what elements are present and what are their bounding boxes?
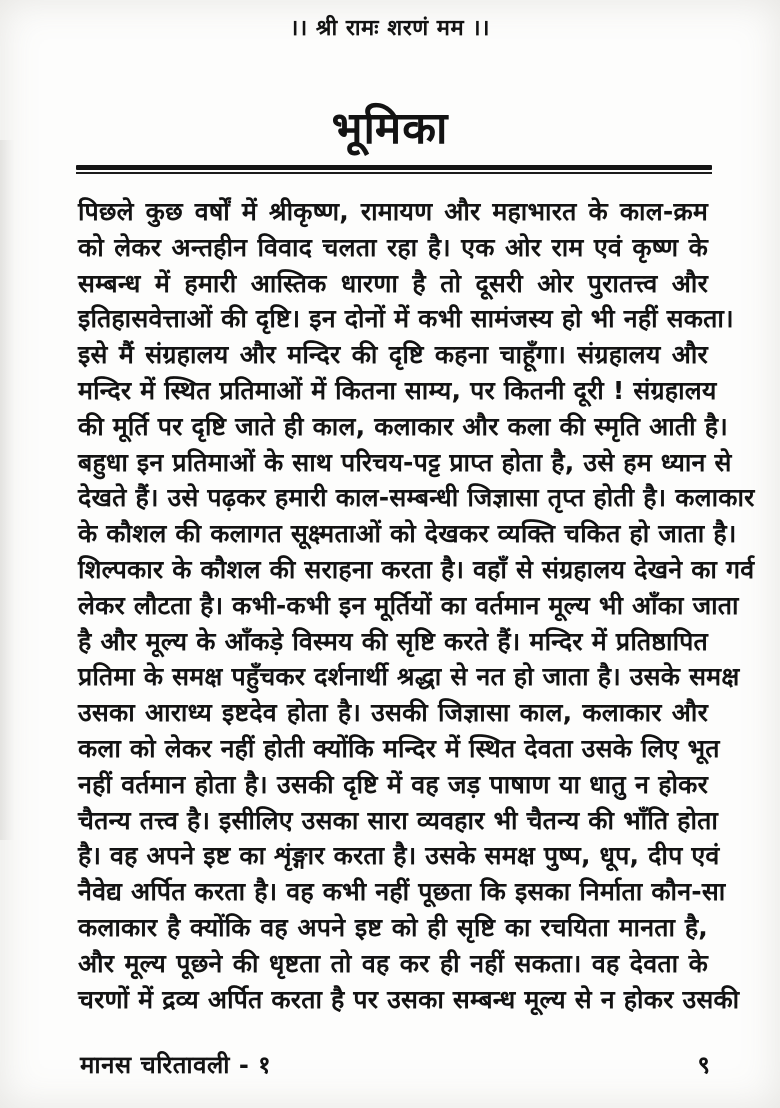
body-text-line: देखते हैं। उसे पढ़कर हमारी काल-सम्बन्धी जिज्ञासा तृप्त होती है। कलाकार	[78, 483, 755, 513]
body-text-line: के कौशल की कलागत सूक्ष्मताओं को देखकर व्यक्ति चकित हो जाता है।	[78, 519, 737, 549]
body-text-line: बहुधा इन प्रतिमाओं के साथ परिचय-पट्ट प्राप्त होता है, उसे हम ध्यान से	[78, 447, 732, 477]
body-text-line: सम्बन्ध में हमारी आस्तिक धारणा है तो दूसरी ओर पुरातत्त्व और	[78, 268, 708, 298]
body-text-line: और मूल्य पूछने की धृष्टता तो वह कर ही नहीं सकता। वह देवता के	[78, 948, 708, 978]
body-text-line: इतिहासवेत्ताओं की दृष्टि। इन दोनों में कभी सामंजस्य हो भी नहीं सकता।	[78, 304, 734, 334]
footer-book-title: मानस चरितावली - १	[80, 1051, 272, 1079]
body-text-line: को लेकर अन्तहीन विवाद चलता रहा है। एक ओर राम एवं कृष्ण के	[78, 232, 708, 262]
body-text-line: इसे मैं संग्रहालय और मन्दिर की दृष्टि कहना चाहूँगा। संग्रहालय और	[78, 340, 708, 370]
scan-edge-smudge	[0, 140, 14, 840]
body-text-line: मन्दिर में स्थित प्रतिमाओं में कितना साम्य, पर कितनी दूरी ! संग्रहालय	[78, 375, 717, 405]
body-text-line: नैवेद्य अर्पित करता है। वह कभी नहीं पूछता कि इसका निर्माता कौन-सा	[78, 877, 726, 907]
body-text-line: कला को लेकर नहीं होती क्योंकि मन्दिर में स्थित देवता उसके लिए भूत	[78, 733, 720, 763]
body-text-line: शिल्पकार के कौशल की सराहना करता है। वहाँ से संग्रहालय देखने का गर्व	[78, 554, 755, 584]
body-text-line: चरणों में द्रव्य अर्पित करता है पर उसका सम्बन्ध मूल्य से न होकर उसकी	[78, 984, 740, 1014]
body-text-line: प्रतिमा के समक्ष पहुँचकर दर्शनार्थी श्रद्धा से नत हो जाता है। उसके समक्ष	[78, 662, 740, 692]
page-title: भूमिका	[331, 103, 449, 154]
body-text-line: है। वह अपने इष्ट का शृंङ्गार करता है। उसके समक्ष पुष्प, धूप, दीप एवं	[78, 841, 720, 871]
body-text-line: लेकर लौटता है। कभी-कभी इन मूर्तियों का वर्तमान मूल्य भी आँका जाता	[78, 590, 739, 620]
invocation-line: ।। श्री रामः शरणं मम ।।	[290, 16, 490, 41]
body-text-line: उसका आराध्य इष्टदेव होता है। उसकी जिज्ञासा काल, कलाकार और	[78, 698, 708, 728]
divider-thick-rule	[76, 165, 712, 170]
footer-page-number: ९	[697, 1051, 710, 1079]
body-text-line: पिछले कुछ वर्षों में श्रीकृष्ण, रामायण और महाभारत के काल-क्रम	[78, 197, 708, 226]
body-text-line: नहीं वर्तमान होता है। उसकी दृष्टि में वह जड़ पाषाण या धातु न होकर	[78, 769, 708, 799]
page-footer	[80, 1048, 710, 1081]
divider-thin-rule	[76, 172, 712, 174]
body-text-line: है और मूल्य के आँकड़े विस्मय की सृष्टि करते हैं। मन्दिर में प्रतिष्ठापित	[78, 626, 708, 656]
body-text-line: की मूर्ति पर दृष्टि जाते ही काल, कलाकार और कला की स्मृति आती है।	[78, 411, 728, 441]
body-text-line: चैतन्य तत्त्व है। इसीलिए उसका सारा व्यवहार भी चैतन्य की भाँति होता	[78, 805, 719, 835]
body-paragraph	[78, 194, 755, 1017]
title-divider	[76, 165, 712, 174]
body-text-line: कलाकार है क्योंकि वह अपने इष्ट को ही सृष्टि का रचयिता मानता है,	[78, 912, 708, 942]
